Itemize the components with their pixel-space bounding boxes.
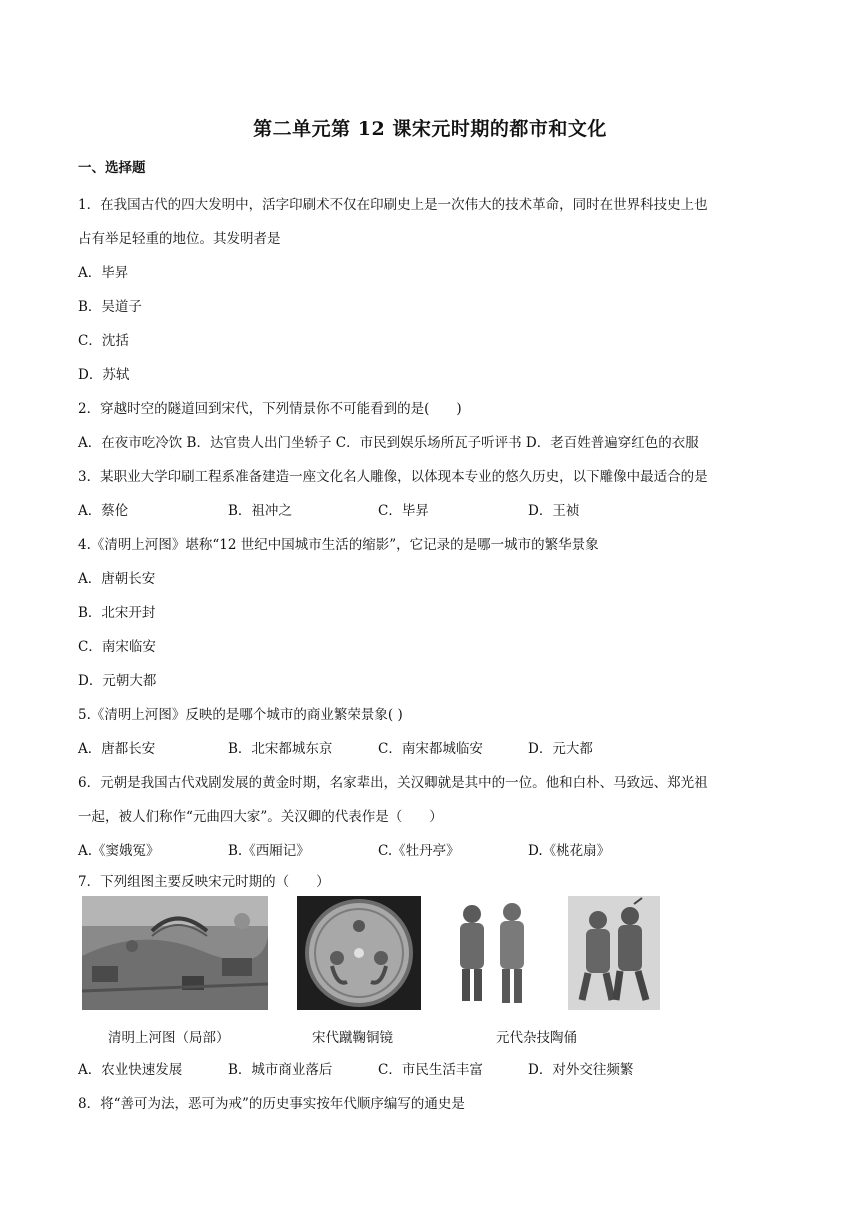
question-7-option-b[interactable]: B．城市商业落后 — [228, 1062, 333, 1078]
question-5-option-b[interactable]: B．北宋都城东京 — [228, 741, 333, 757]
question-5-option-d[interactable]: D．元大都 — [528, 741, 593, 757]
question-7-option-a[interactable]: A．农业快速发展 — [78, 1062, 183, 1078]
figure-caption-mirror: 宋代蹴鞠铜镜 — [312, 1030, 393, 1046]
question-1-option-a[interactable]: A．毕昇 — [78, 265, 129, 281]
question-8-stem: 8．将“善可为法，恶可为戒”的历史事实按年代顺序编写的通史是 — [78, 1096, 465, 1112]
question-5-option-a[interactable]: A．唐都长安 — [78, 741, 156, 757]
question-4-stem: 4.《清明上河图》堪称“12 世纪中国城市生活的缩影”，它记录的是哪一城市的繁华景象 — [78, 537, 599, 553]
qingming-painting-image — [82, 896, 268, 1010]
question-1-stem-line2: 占有举足轻重的地位。其发明者是 — [78, 231, 281, 247]
question-4-option-d[interactable]: D．元朝大都 — [78, 673, 157, 689]
question-1-option-c[interactable]: C．沈括 — [78, 333, 129, 349]
question-3-stem: 3．某职业大学印刷工程系准备建造一座文化名人雕像，以体现本专业的悠久历史，以下雕像中最适合的是 — [78, 469, 708, 485]
question-7-figures — [78, 896, 678, 1046]
acrobat-figurines-image-2 — [568, 896, 660, 1010]
question-3-options — [78, 499, 579, 519]
question-7-options — [78, 1058, 633, 1078]
question-1-option-b[interactable]: B．吴道子 — [78, 299, 142, 315]
question-7-stem: 7．下列组图主要反映宋元时期的（ ） — [78, 874, 330, 890]
question-4-option-a[interactable]: A．唐朝长安 — [78, 571, 156, 587]
question-5-option-c[interactable]: C．南宋都城临安 — [378, 741, 483, 757]
question-6-stem-line1: 6．元朝是我国古代戏剧发展的黄金时期，名家辈出，关汉卿就是其中的一位。他和白朴、马致远、郑光祖 — [78, 775, 708, 791]
question-5-options — [78, 737, 593, 757]
question-3-option-b[interactable]: B．祖冲之 — [228, 503, 292, 519]
question-1-option-d[interactable]: D．苏轼 — [78, 367, 130, 383]
section-heading: 一、选择题 — [78, 160, 146, 176]
question-7-option-d[interactable]: D．对外交往频繁 — [528, 1062, 634, 1078]
question-6-option-a[interactable]: A.《窦娥冤》 — [78, 843, 160, 859]
question-1-stem-line1: 1．在我国古代的四大发明中，活字印刷术不仅在印刷史上是一次伟大的技术革命，同时在世界科技史上也 — [78, 197, 708, 213]
acrobat-figurines-image-1 — [444, 896, 542, 1010]
question-7-option-c[interactable]: C．市民生活丰富 — [378, 1062, 483, 1078]
question-3-option-c[interactable]: C．毕昇 — [378, 503, 429, 519]
cuju-mirror-image — [297, 896, 421, 1010]
question-2-stem: 2．穿越时空的隧道回到宋代，下列情景你不可能看到的是( ) — [78, 401, 462, 417]
question-3-option-a[interactable]: A．蔡伦 — [78, 503, 129, 519]
question-6-stem-line2: 一起，被人们称作“元曲四大家”。关汉卿的代表作是（ ） — [78, 809, 443, 825]
question-6-option-c[interactable]: C.《牡丹亭》 — [378, 843, 460, 859]
question-6-option-d[interactable]: D.《桃花扇》 — [528, 843, 611, 859]
page-title: 第二单元第 12 课宋元时期的都市和文化 — [253, 118, 607, 140]
question-2-options[interactable]: A．在夜市吃冷饮 B．达官贵人出门坐轿子 C．市民到娱乐场所瓦子听评书 D．老百姓普遍穿红色的衣服 — [78, 435, 699, 451]
question-4-option-c[interactable]: C．南宋临安 — [78, 639, 156, 655]
figure-caption-painting: 清明上河图（局部） — [108, 1030, 230, 1046]
question-3-option-d[interactable]: D．王祯 — [528, 503, 580, 519]
figure-caption-figurines: 元代杂技陶俑 — [496, 1030, 577, 1046]
question-4-option-b[interactable]: B．北宋开封 — [78, 605, 156, 621]
question-6-option-b[interactable]: B.《西厢记》 — [228, 843, 310, 859]
question-5-stem: 5.《清明上河图》反映的是哪个城市的商业繁荣景象( ) — [78, 707, 403, 723]
question-6-options — [78, 839, 610, 859]
